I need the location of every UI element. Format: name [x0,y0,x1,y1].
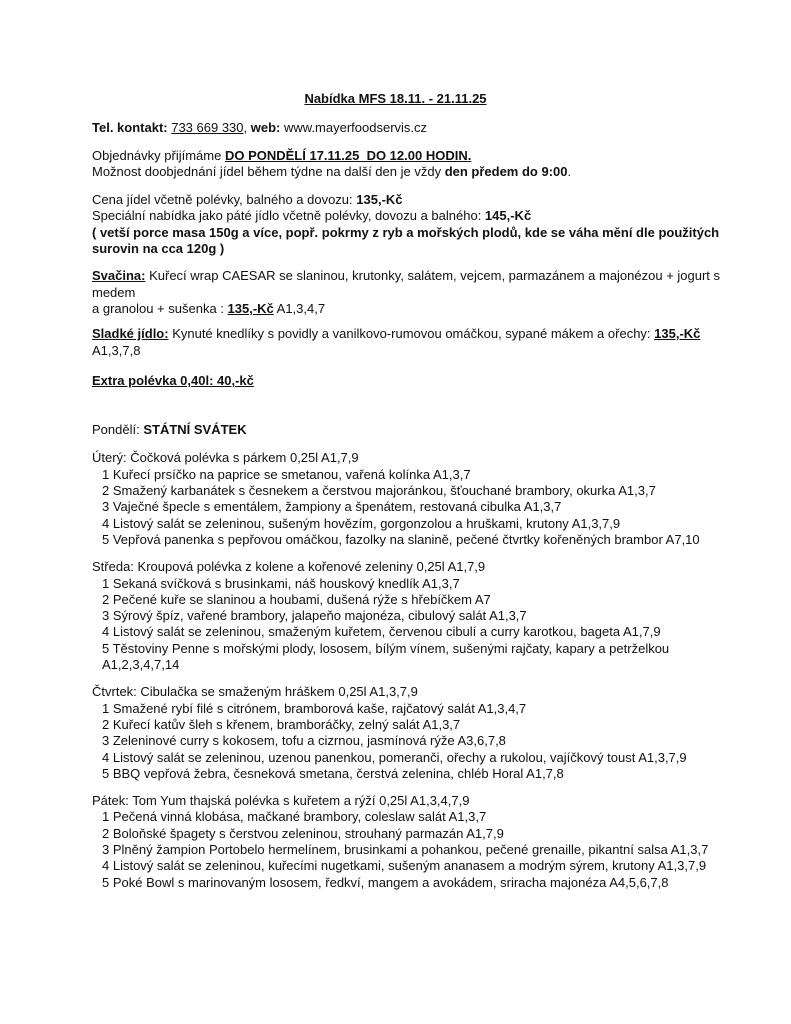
menu-item: 2 Smažený karbanátek s česnekem a čerstvou majoránkou, šťouchané brambory, okurka A1,3,7 [102,483,656,499]
document-body [92,120,737,891]
menu-item: 1 Smažené rybí filé s citrónem, bramborová kaše, rajčatový salát A1,3,4,7 [102,700,527,716]
web-url: www.mayerfoodservis.cz [283,120,428,136]
menu-item: 3 Zeleninové curry s kokosem, tofu a cizrnou, jasmínová rýže A3,6,7,8 [102,733,506,749]
day-header: Úterý: Čočková polévka s párkem 0,25l A1,7,9 [92,450,359,466]
menu-item: 4 Listový salát se zeleninou, smaženým kuřetem, červenou cibulí a curry karotkou, bageta A1,7,9 [102,624,661,640]
menu-item: 3 Sýrový špíz, vařené brambory, jalapeňo majonéza, cibulový salát A1,3,7 [102,608,527,624]
contact-label: Tel. kontakt: [92,120,172,136]
web-label: web: [250,120,284,136]
orders-block [92,148,737,181]
menu-item: 5 Vepřová panenka s pepřovou omáčkou, fazolky na slanině, pečené čtvrtky kořeněných brambor A7,10 [102,531,700,547]
menu-item: 5 BBQ vepřová žebra, česneková smetana, čerstvá zelenina, chléb Horal A1,7,8 [102,765,564,781]
day-section-wednesday [92,559,737,673]
price-standard-value: 135,-Kč [356,192,403,208]
price-special-value: 145,-Kč [484,208,532,224]
sweet-dish-label: Sladké jídlo: [92,326,169,342]
pricing-note-text-1: ( vetší porce masa 150g a více, popř. pokrmy z ryb a mořských plodů, kde se váha mění dle použitých [92,224,720,240]
document-title-line [0,91,791,107]
pricing-note-line-1 [92,225,737,241]
price-standard-text: Cena jídel včetně polévky, balného a dovozu: [92,192,357,208]
price-standard-line [92,192,737,208]
menu-item: 1 Kuřecí prsíčko na paprice se smetanou, vařená kolínka A1,3,7 [102,466,471,482]
snack-description-2: a granolou + sušenka : [92,300,228,316]
sweet-dish-price: 135,-Kč [654,326,701,342]
menu-item: 3 Vaječné špecle s ementálem, žampiony a špenátem, restovaná cibulka A1,3,7 [102,499,562,515]
orders-deadline: DO PONDĚLÍ 17.11.25 DO 12.00 HODIN. [224,147,472,163]
menu-item: 1 Pečená vinná klobása, mačkané brambory, coleslaw salát A1,3,7 [102,809,487,825]
menu-item: 2 Pečené kuře se slaninou a houbami, dušená rýže s hřebíčkem A7 [102,591,491,607]
sweet-dish-block [92,326,737,359]
day-header: Pátek: Tom Yum thajská polévka s kuřetem a rýží 0,25l A1,3,4,7,9 [92,793,470,809]
pricing-block [92,192,737,257]
orders-text: Objednávky přijímáme [92,147,225,163]
contact-separator: , [243,120,251,136]
day-header: Středa: Kroupová polévka z kolene a kořenové zeleniny 0,25l A1,7,9 [92,559,486,575]
orders-deadline-line [92,148,737,164]
phone-link[interactable]: 733 669 330 [171,120,244,136]
day-section-friday [92,793,737,891]
snack-line-2 [92,301,737,317]
pricing-note-text-2: surovin na cca 120g ) [92,241,225,257]
day-section-thursday [92,684,737,782]
monday-line [92,422,737,438]
day-section-tuesday [92,450,737,548]
reorder-text: Možnost doobjednání jídel během týdne na další den je vždy [92,163,445,179]
contact-block [92,120,737,136]
orders-reorder-line [92,164,737,180]
price-special-line [92,208,737,224]
menu-item: 4 Listový salát se zeleninou, uzenou panenkou, pomeranči, ořechy a rukolou, vajíčkový toust A1,3,7,9 [102,749,687,765]
monday-holiday: STÁTNÍ SVÁTEK [143,422,247,438]
document-title: Nabídka MFS 18.11. - 21.11.25 [304,91,487,106]
menu-item: 3 Plněný žampion Portobelo hermelínem, brusinkami a pohankou, pečené grenaille, pikantní salsa A1,3,7 [102,841,709,857]
pricing-note-line-2 [92,241,737,257]
snack-block [92,268,737,317]
extra-soup-text: Extra polévka 0,40l: 40,-kč [92,372,254,388]
sweet-dish-description: Kynuté knedlíky s povidly a vanilkovo-rumovou omáčkou, sypané mákem a ořechy: [168,326,655,342]
extra-soup-line [92,373,737,389]
price-special-text: Speciální nabídka jako páté jídlo včetně polévky, dovozu a balného: [92,208,485,224]
menu-item: 2 Boloňské špagety s čerstvou zeleninou, strouhaný parmazán A1,7,9 [102,825,504,841]
menu-item: 4 Listový salát se zeleninou, sušeným hovězím, gorgonzolou a hruškami, krutony A1,3,7,9 [102,515,621,531]
snack-line-1 [92,268,737,301]
snack-allergens: A1,3,4,7 [273,300,326,316]
monday-label: Pondělí: [92,422,144,438]
snack-label: Svačina: [92,268,146,284]
reorder-end: . [567,163,572,179]
monday-block [92,422,737,438]
sweet-dish-line [92,326,737,359]
day-header: Čtvrtek: Cibulačka se smaženým hráškem 0,25l A1,3,7,9 [92,684,418,700]
menu-item: 5 Těstoviny Penne s mořskými plody, lososem, bílým vínem, sušenými rajčaty, kapary a petrželkou A1,2,3,4,7,14 [102,640,673,673]
reorder-deadline: den předem do 9:00 [444,163,568,179]
extra-soup-block [92,373,737,389]
menu-item: 1 Sekaná svíčková s brusinkami, náš houskový knedlík A1,3,7 [102,575,460,591]
contact-line [92,120,737,136]
menu-item: 4 Listový salát se zeleninou, kuřecími nugetkami, sušeným ananasem a modrým sýrem, krutony A1,3,7,9 [102,858,707,874]
snack-description-1: Kuřecí wrap CAESAR se slaninou, krutonky, salátem, vejcem, parmazánem a majonézou + jogurt s medem [92,268,724,300]
menu-item: 5 Poké Bowl s marinovaným lososem, ředkví, mangem a avokádem, sriracha majonéza A4,5,6,7,8 [102,874,669,890]
sweet-dish-allergens: A1,3,7,8 [92,326,704,358]
menu-item: 2 Kuřecí katův šleh s křenem, bramboráčky, zelný salát A1,3,7 [102,716,461,732]
snack-price: 135,-Kč [227,300,274,316]
